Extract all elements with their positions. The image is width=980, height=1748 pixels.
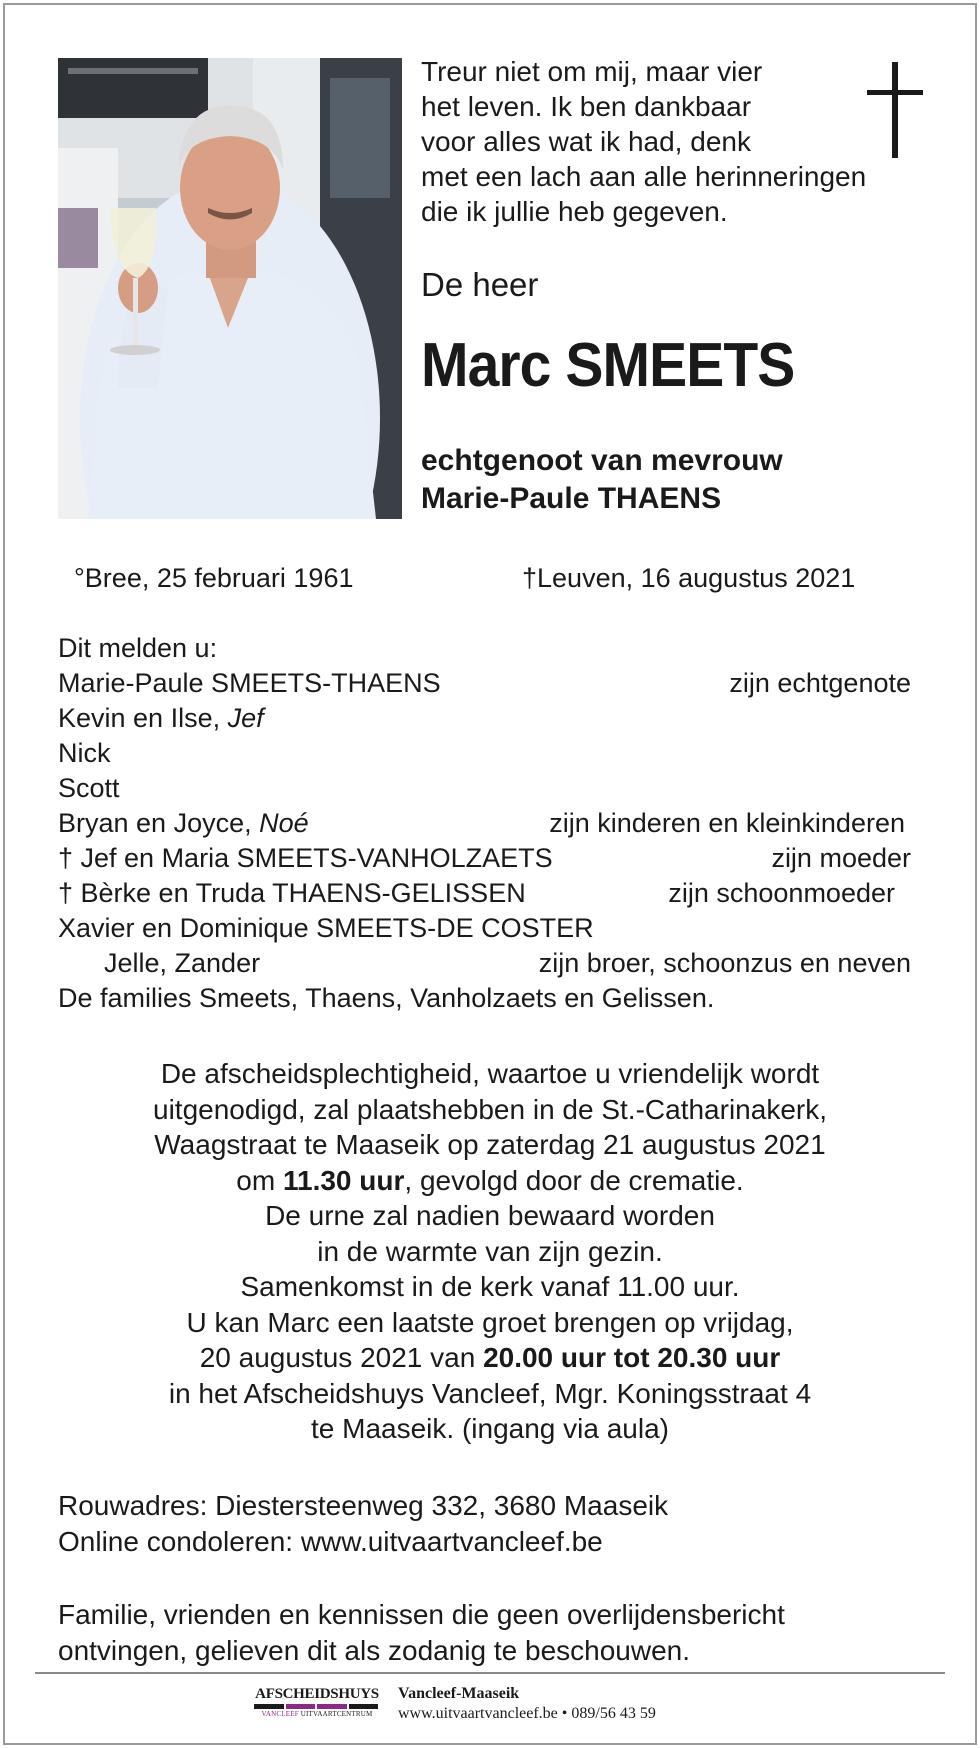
relative-relation: zijn broer, schoonzus en neven — [538, 948, 911, 978]
ceremony-line: te Maaseik. (ingang via aula) — [311, 1413, 669, 1444]
logo-title: AFSCHEIDSHUYS — [255, 1686, 379, 1702]
spouse-line-1: echtgenoot van mevrouw — [421, 444, 783, 477]
relative-name: Marie-Paule SMEETS-THAENS — [58, 668, 441, 698]
relative-name: De families Smeets, Thaens, Vanholzaets en Gelissen. — [58, 983, 715, 1013]
relative-relation: zijn moeder — [771, 843, 911, 873]
ceremony-line: 20 augustus 2021 van 20.00 uur tot 20.30 uur — [199, 1342, 781, 1373]
online-condolence: Online condoleren: www.uitvaartvancleef.be — [58, 1526, 603, 1557]
footer-company: Vancleef-Maaseik — [398, 1685, 520, 1702]
spouse-line-2: Marie-Paule THAENS — [421, 482, 722, 515]
footer-divider — [35, 1672, 945, 1674]
ceremony-line: U kan Marc een laatste groet brengen op vrijdag, — [186, 1306, 794, 1338]
address-block — [58, 1488, 668, 1560]
final-note-line: Familie, vrienden en kennissen die geen overlijdensbericht — [58, 1599, 785, 1630]
relative-name: Xavier en Dominique SMEETS-DE COSTER — [58, 913, 594, 943]
quote-line: met een lach aan alle herinneringen — [421, 161, 867, 192]
ceremony-line: Waagstraat te Maaseik op zaterdag 21 augustus 2021 — [154, 1129, 826, 1160]
ceremony-line: in de warmte van zijn gezin. — [317, 1235, 663, 1267]
portrait-photo — [58, 58, 402, 519]
announce-intro: Dit melden u: — [58, 633, 218, 663]
ceremony-line: in het Afscheidshuys Vancleef, Mgr. Koningsstraat 4 — [168, 1377, 812, 1409]
honorific: De heer — [421, 266, 539, 303]
death-info: †Leuven, 16 augustus 2021 — [522, 563, 856, 593]
relative-name: † Bèrke en Truda THAENS-GELISSEN — [58, 878, 526, 908]
footer-contact: www.uitvaartvancleef.be • 089/56 43 59 — [398, 1705, 656, 1722]
relative-name: Jelle, Zander — [104, 948, 261, 978]
ceremony-line: uitgenodigd, zal plaatshebben in de St.-Catharinakerk, — [153, 1093, 827, 1125]
final-note — [58, 1597, 785, 1669]
relative-name: Bryan en Joyce, Noé — [58, 808, 309, 838]
quote-line: het leven. Ik ben dankbaar — [421, 91, 752, 122]
birth-info: °Bree, 25 februari 1961 — [74, 563, 354, 593]
quote-line: Treur niet om mij, maar vier — [421, 56, 763, 87]
quote-line: die ik jullie heb gegeven. — [421, 196, 728, 227]
final-note-line: ontvingen, gelieven dit als zodanig te beschouwen. — [58, 1635, 690, 1666]
cross-icon — [865, 62, 925, 162]
relative-name: Nick — [58, 738, 111, 768]
spouse-line — [421, 442, 783, 518]
logo-subtitle: VANCLEEF UITVAARTCENTRUM — [261, 1710, 373, 1718]
ceremony-line: De afscheidsplechtigheid, waartoe u vriendelijk wordt — [160, 1058, 820, 1089]
mourning-address: Rouwadres: Diestersteenweg 332, 3680 Maaseik — [58, 1490, 669, 1521]
relative-relation: zijn schoonmoeder — [668, 878, 895, 908]
relative-relation: zijn echtgenote — [729, 668, 911, 698]
relative-name: Kevin en Ilse, Jef — [58, 703, 264, 733]
quote-line: voor alles wat ik had, denk — [421, 126, 751, 157]
ceremony-line: De urne zal nadien bewaard worden — [265, 1200, 715, 1231]
ceremony-info — [60, 1056, 920, 1447]
relative-name: Scott — [58, 773, 120, 803]
memorial-quote — [421, 54, 866, 229]
relative-name: † Jef en Maria SMEETS-VANHOLZAETS — [58, 843, 553, 873]
ceremony-line: Samenkomst in de kerk vanaf 11.00 uur. — [240, 1271, 740, 1302]
ceremony-line: om 11.30 uur, gevolgd door de crematie. — [236, 1164, 744, 1196]
deceased-name: Marc SMEETS — [421, 331, 795, 400]
funeral-home-logo — [254, 1686, 380, 1718]
relative-relation: zijn kinderen en kleinkinderen — [549, 808, 905, 838]
